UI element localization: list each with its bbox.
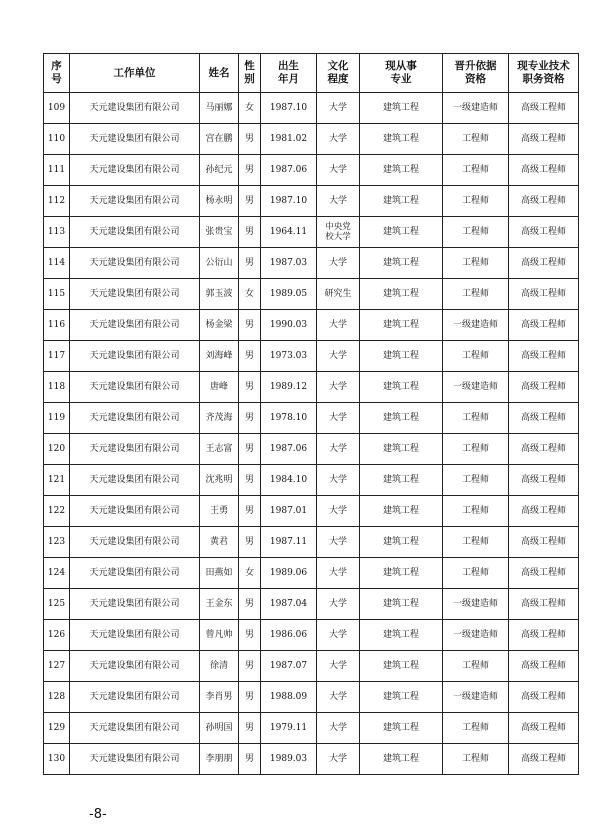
cell-specialty: 建筑工程 — [360, 155, 443, 186]
cell-birth: 1987.10 — [261, 186, 317, 217]
cell-title: 高级工程师 — [509, 341, 579, 372]
cell-title: 高级工程师 — [509, 682, 579, 713]
cell-title: 高级工程师 — [509, 155, 579, 186]
cell-specialty: 建筑工程 — [360, 372, 443, 403]
cell-seq: 110 — [44, 124, 70, 155]
cell-education: 大学 — [317, 372, 360, 403]
cell-name: 孙明国 — [200, 713, 239, 744]
cell-seq: 121 — [44, 465, 70, 496]
cell-basis: 工程师 — [443, 217, 509, 248]
cell-gender: 男 — [239, 465, 261, 496]
table-row — [44, 496, 579, 527]
cell-basis: 一级建造师 — [443, 372, 509, 403]
cell-basis: 工程师 — [443, 124, 509, 155]
header-birth: 出生 年月 — [261, 54, 317, 93]
cell-gender: 男 — [239, 620, 261, 651]
cell-seq: 113 — [44, 217, 70, 248]
cell-birth: 1987.04 — [261, 589, 317, 620]
cell-employer: 天元建设集团有限公司 — [70, 465, 200, 496]
cell-gender: 男 — [239, 682, 261, 713]
cell-gender: 男 — [239, 217, 261, 248]
cell-seq: 127 — [44, 651, 70, 682]
cell-specialty: 建筑工程 — [360, 186, 443, 217]
cell-specialty: 建筑工程 — [360, 124, 443, 155]
cell-birth: 1987.11 — [261, 527, 317, 558]
table-row — [44, 589, 579, 620]
cell-birth: 1989.05 — [261, 279, 317, 310]
cell-name: 张贵宝 — [200, 217, 239, 248]
cell-education: 大学 — [317, 248, 360, 279]
cell-name: 李朋朋 — [200, 744, 239, 775]
header-gender: 性 别 — [239, 54, 261, 93]
table-row — [44, 682, 579, 713]
cell-specialty: 建筑工程 — [360, 465, 443, 496]
cell-seq: 109 — [44, 93, 70, 124]
cell-education: 大学 — [317, 527, 360, 558]
cell-title: 高级工程师 — [509, 279, 579, 310]
personnel-table — [43, 53, 579, 775]
cell-employer: 天元建设集团有限公司 — [70, 124, 200, 155]
cell-employer: 天元建设集团有限公司 — [70, 155, 200, 186]
cell-employer: 天元建设集团有限公司 — [70, 558, 200, 589]
cell-basis: 工程师 — [443, 155, 509, 186]
header-employer: 工作单位 — [70, 54, 200, 93]
cell-basis: 工程师 — [443, 248, 509, 279]
cell-specialty: 建筑工程 — [360, 434, 443, 465]
cell-education: 大学 — [317, 558, 360, 589]
cell-gender: 男 — [239, 651, 261, 682]
cell-gender: 男 — [239, 248, 261, 279]
cell-specialty: 建筑工程 — [360, 558, 443, 589]
cell-basis: 工程师 — [443, 527, 509, 558]
cell-name: 王勇 — [200, 496, 239, 527]
cell-education: 大学 — [317, 186, 360, 217]
cell-education: 大学 — [317, 713, 360, 744]
cell-employer: 天元建设集团有限公司 — [70, 403, 200, 434]
table-row — [44, 186, 579, 217]
cell-gender: 男 — [239, 434, 261, 465]
table-row — [44, 248, 579, 279]
cell-birth: 1964.11 — [261, 217, 317, 248]
header-seq: 序 号 — [44, 54, 70, 93]
cell-specialty: 建筑工程 — [360, 310, 443, 341]
cell-specialty: 建筑工程 — [360, 620, 443, 651]
cell-seq: 115 — [44, 279, 70, 310]
cell-birth: 1988.09 — [261, 682, 317, 713]
cell-seq: 122 — [44, 496, 70, 527]
table-row — [44, 217, 579, 248]
cell-name: 王金东 — [200, 589, 239, 620]
cell-title: 高级工程师 — [509, 372, 579, 403]
cell-seq: 111 — [44, 155, 70, 186]
cell-seq: 114 — [44, 248, 70, 279]
cell-title: 高级工程师 — [509, 527, 579, 558]
cell-name: 沈兆明 — [200, 465, 239, 496]
cell-title: 高级工程师 — [509, 93, 579, 124]
cell-basis: 工程师 — [443, 341, 509, 372]
cell-education: 大学 — [317, 434, 360, 465]
page-number: -8- — [89, 807, 107, 822]
cell-birth: 1987.06 — [261, 155, 317, 186]
cell-basis: 一级建造师 — [443, 93, 509, 124]
cell-gender: 男 — [239, 713, 261, 744]
cell-basis: 工程师 — [443, 744, 509, 775]
cell-gender: 男 — [239, 155, 261, 186]
cell-education: 研究生 — [317, 279, 360, 310]
cell-title: 高级工程师 — [509, 248, 579, 279]
cell-name: 宫在鹏 — [200, 124, 239, 155]
table-row — [44, 744, 579, 775]
cell-gender: 女 — [239, 93, 261, 124]
cell-birth: 1989.03 — [261, 744, 317, 775]
cell-specialty: 建筑工程 — [360, 217, 443, 248]
cell-title: 高级工程师 — [509, 310, 579, 341]
cell-basis: 工程师 — [443, 651, 509, 682]
cell-seq: 119 — [44, 403, 70, 434]
cell-seq: 128 — [44, 682, 70, 713]
cell-birth: 1987.10 — [261, 93, 317, 124]
cell-name: 李肖男 — [200, 682, 239, 713]
cell-basis: 一级建造师 — [443, 620, 509, 651]
cell-gender: 男 — [239, 527, 261, 558]
table-row — [44, 93, 579, 124]
cell-name: 曾凡帅 — [200, 620, 239, 651]
cell-specialty: 建筑工程 — [360, 496, 443, 527]
table-row — [44, 341, 579, 372]
cell-specialty: 建筑工程 — [360, 93, 443, 124]
cell-birth: 1984.10 — [261, 465, 317, 496]
cell-title: 高级工程师 — [509, 589, 579, 620]
cell-employer: 天元建设集团有限公司 — [70, 372, 200, 403]
cell-specialty: 建筑工程 — [360, 682, 443, 713]
cell-gender: 男 — [239, 372, 261, 403]
cell-seq: 125 — [44, 589, 70, 620]
cell-education: 大学 — [317, 651, 360, 682]
cell-name: 马丽娜 — [200, 93, 239, 124]
cell-education: 大学 — [317, 589, 360, 620]
header-title: 现专业技术 职务资格 — [509, 54, 579, 93]
cell-birth: 1989.12 — [261, 372, 317, 403]
cell-name: 郭玉波 — [200, 279, 239, 310]
cell-seq: 116 — [44, 310, 70, 341]
cell-education: 中央党 校大学 — [317, 217, 360, 248]
header-specialty: 现从事 专业 — [360, 54, 443, 93]
cell-birth: 1979.11 — [261, 713, 317, 744]
cell-basis: 工程师 — [443, 403, 509, 434]
cell-specialty: 建筑工程 — [360, 744, 443, 775]
cell-seq: 130 — [44, 744, 70, 775]
cell-employer: 天元建设集团有限公司 — [70, 217, 200, 248]
cell-gender: 女 — [239, 558, 261, 589]
cell-seq: 129 — [44, 713, 70, 744]
cell-specialty: 建筑工程 — [360, 713, 443, 744]
cell-gender: 男 — [239, 124, 261, 155]
cell-employer: 天元建设集团有限公司 — [70, 93, 200, 124]
table-row — [44, 713, 579, 744]
cell-title: 高级工程师 — [509, 124, 579, 155]
cell-title: 高级工程师 — [509, 620, 579, 651]
cell-seq: 124 — [44, 558, 70, 589]
cell-education: 大学 — [317, 496, 360, 527]
cell-employer: 天元建设集团有限公司 — [70, 496, 200, 527]
cell-seq: 118 — [44, 372, 70, 403]
table-row — [44, 310, 579, 341]
cell-employer: 天元建设集团有限公司 — [70, 279, 200, 310]
cell-specialty: 建筑工程 — [360, 279, 443, 310]
cell-employer: 天元建设集团有限公司 — [70, 186, 200, 217]
table-row — [44, 124, 579, 155]
cell-seq: 123 — [44, 527, 70, 558]
cell-basis: 一级建造师 — [443, 589, 509, 620]
table-row — [44, 558, 579, 589]
cell-birth: 1981.02 — [261, 124, 317, 155]
cell-seq: 112 — [44, 186, 70, 217]
cell-education: 大学 — [317, 620, 360, 651]
table-row — [44, 434, 579, 465]
cell-name: 唐峰 — [200, 372, 239, 403]
cell-specialty: 建筑工程 — [360, 527, 443, 558]
cell-specialty: 建筑工程 — [360, 248, 443, 279]
cell-title: 高级工程师 — [509, 465, 579, 496]
cell-basis: 工程师 — [443, 186, 509, 217]
cell-basis: 工程师 — [443, 465, 509, 496]
cell-birth: 1986.06 — [261, 620, 317, 651]
cell-title: 高级工程师 — [509, 434, 579, 465]
cell-name: 刘海峰 — [200, 341, 239, 372]
cell-basis: 工程师 — [443, 279, 509, 310]
cell-gender: 男 — [239, 403, 261, 434]
cell-education: 大学 — [317, 403, 360, 434]
cell-specialty: 建筑工程 — [360, 403, 443, 434]
cell-gender: 女 — [239, 279, 261, 310]
table-row — [44, 465, 579, 496]
cell-gender: 男 — [239, 496, 261, 527]
cell-name: 王志富 — [200, 434, 239, 465]
cell-specialty: 建筑工程 — [360, 341, 443, 372]
cell-birth: 1987.06 — [261, 434, 317, 465]
cell-employer: 天元建设集团有限公司 — [70, 310, 200, 341]
cell-gender: 男 — [239, 589, 261, 620]
cell-employer: 天元建设集团有限公司 — [70, 620, 200, 651]
cell-education: 大学 — [317, 744, 360, 775]
cell-education: 大学 — [317, 465, 360, 496]
cell-birth: 1978.10 — [261, 403, 317, 434]
cell-gender: 男 — [239, 341, 261, 372]
cell-specialty: 建筑工程 — [360, 589, 443, 620]
cell-education: 大学 — [317, 155, 360, 186]
table-body — [44, 93, 579, 775]
cell-title: 高级工程师 — [509, 558, 579, 589]
cell-gender: 男 — [239, 744, 261, 775]
cell-employer: 天元建设集团有限公司 — [70, 434, 200, 465]
cell-employer: 天元建设集团有限公司 — [70, 713, 200, 744]
cell-education: 大学 — [317, 341, 360, 372]
cell-name: 公衍山 — [200, 248, 239, 279]
cell-employer: 天元建设集团有限公司 — [70, 248, 200, 279]
cell-name: 黄君 — [200, 527, 239, 558]
cell-birth: 1989.06 — [261, 558, 317, 589]
cell-seq: 117 — [44, 341, 70, 372]
cell-employer: 天元建设集团有限公司 — [70, 651, 200, 682]
header-name: 姓名 — [200, 54, 239, 93]
cell-name: 田燕如 — [200, 558, 239, 589]
cell-name: 杨永明 — [200, 186, 239, 217]
cell-title: 高级工程师 — [509, 713, 579, 744]
cell-birth: 1987.01 — [261, 496, 317, 527]
cell-basis: 一级建造师 — [443, 310, 509, 341]
cell-title: 高级工程师 — [509, 186, 579, 217]
table-row — [44, 372, 579, 403]
cell-title: 高级工程师 — [509, 651, 579, 682]
header-education: 文化 程度 — [317, 54, 360, 93]
cell-title: 高级工程师 — [509, 403, 579, 434]
cell-education: 大学 — [317, 124, 360, 155]
cell-title: 高级工程师 — [509, 496, 579, 527]
cell-seq: 126 — [44, 620, 70, 651]
table-row — [44, 155, 579, 186]
header-basis: 晋升依据 资格 — [443, 54, 509, 93]
cell-birth: 1990.03 — [261, 310, 317, 341]
cell-basis: 工程师 — [443, 713, 509, 744]
cell-basis: 工程师 — [443, 496, 509, 527]
table-row — [44, 403, 579, 434]
cell-employer: 天元建设集团有限公司 — [70, 682, 200, 713]
cell-name: 杨金梁 — [200, 310, 239, 341]
table-row — [44, 651, 579, 682]
table-row — [44, 620, 579, 651]
table-header-row — [44, 54, 579, 93]
cell-education: 大学 — [317, 310, 360, 341]
cell-education: 大学 — [317, 93, 360, 124]
cell-basis: 工程师 — [443, 434, 509, 465]
cell-basis: 工程师 — [443, 558, 509, 589]
cell-gender: 男 — [239, 310, 261, 341]
cell-title: 高级工程师 — [509, 744, 579, 775]
cell-name: 徐清 — [200, 651, 239, 682]
cell-employer: 天元建设集团有限公司 — [70, 744, 200, 775]
cell-employer: 天元建设集团有限公司 — [70, 589, 200, 620]
cell-basis: 一级建造师 — [443, 682, 509, 713]
cell-birth: 1973.03 — [261, 341, 317, 372]
cell-birth: 1987.07 — [261, 651, 317, 682]
cell-gender: 男 — [239, 186, 261, 217]
table-row — [44, 527, 579, 558]
table-row — [44, 279, 579, 310]
cell-employer: 天元建设集团有限公司 — [70, 341, 200, 372]
cell-seq: 120 — [44, 434, 70, 465]
cell-education: 大学 — [317, 682, 360, 713]
cell-title: 高级工程师 — [509, 217, 579, 248]
cell-employer: 天元建设集团有限公司 — [70, 527, 200, 558]
cell-name: 齐茂海 — [200, 403, 239, 434]
cell-specialty: 建筑工程 — [360, 651, 443, 682]
cell-birth: 1987.03 — [261, 248, 317, 279]
cell-name: 孙纪元 — [200, 155, 239, 186]
